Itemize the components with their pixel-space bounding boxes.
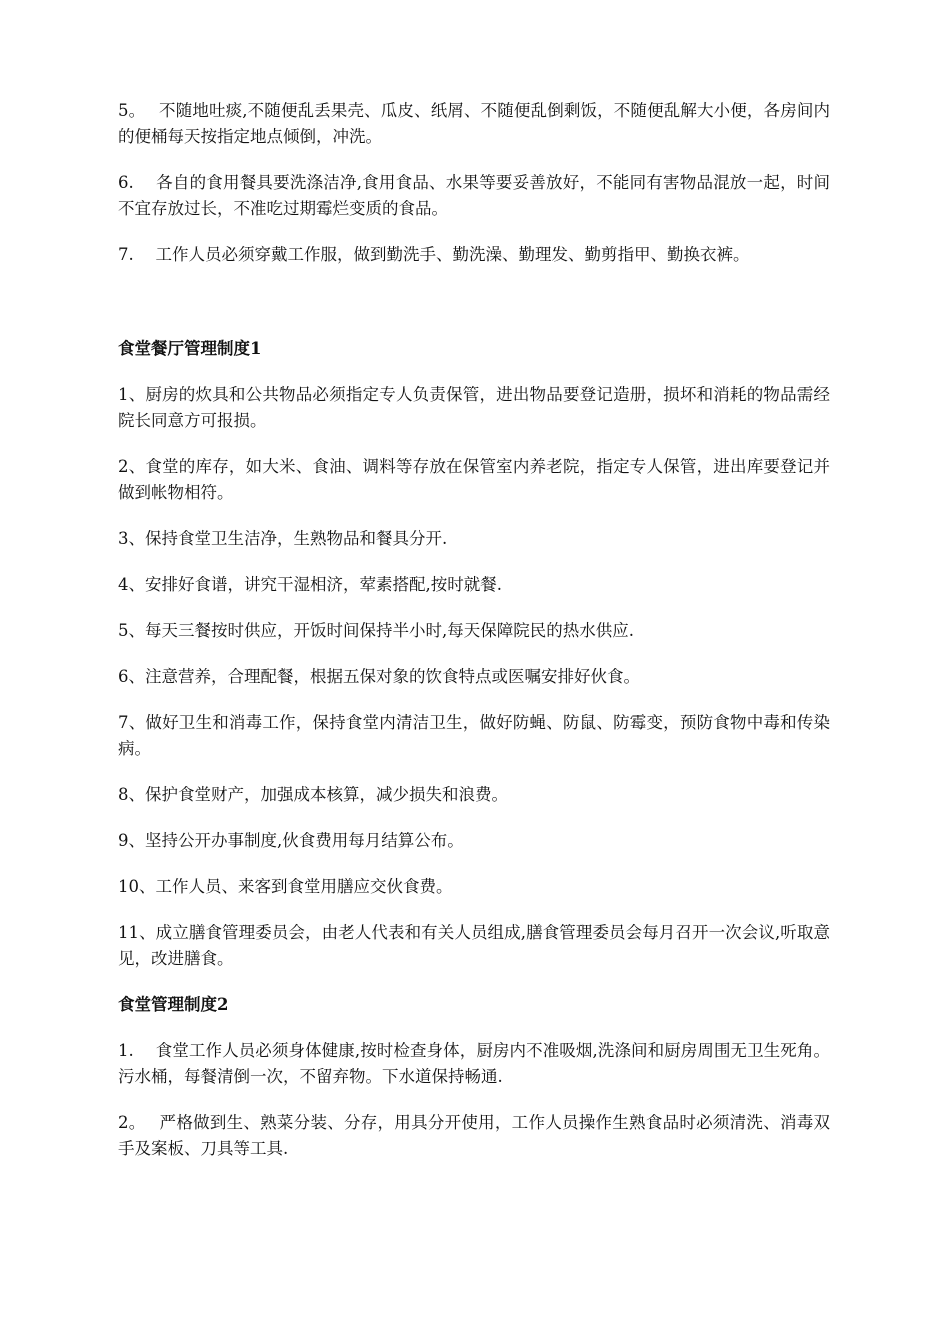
section2-item-1: 1. 食堂工作人员必须身体健康,按时检查身体，厨房内不准吸烟,洗涤间和厨房周围无卫生死角。污水桶，每餐清倒一次，不留弃物。下水道保持畅通.	[118, 1041, 830, 1086]
section1-item-8: 8、保护食堂财产，加强成本核算，减少损失和浪费。	[118, 785, 508, 804]
section2-item-2: 2。 严格做到生、熟菜分装、分存，用具分开使用，工作人员操作生熟食品时必须清洗、消毒双手及案板、刀具等工具.	[118, 1113, 830, 1158]
intro-item-7: 7. 工作人员必须穿戴工作服，做到勤洗手、勤洗澡、勤理发、勤剪指甲、勤换衣裤。	[118, 245, 750, 264]
section1-item-5: 5、每天三餐按时供应，开饭时间保持半小时,每天保障院民的热水供应.	[118, 621, 634, 640]
document-page	[118, 98, 830, 1162]
section1-item-2: 2、食堂的库存，如大米、食油、调料等存放在保管室内养老院，指定专人保管，进出库要登记并做到帐物相符。	[118, 457, 830, 502]
section1-item-9: 9、坚持公开办事制度,伙食费用每月结算公布。	[118, 831, 464, 850]
section1-title: 食堂餐厅管理制度1	[118, 339, 262, 358]
section1-item-3: 3、保持食堂卫生洁净，生熟物品和餐具分开.	[118, 529, 448, 548]
section1-item-1: 1、厨房的炊具和公共物品必须指定专人负责保管，进出物品要登记造册，损坏和消耗的物品需经院长同意方可报损。	[118, 385, 830, 430]
intro-item-6: 6. 各自的食用餐具要洗涤洁净,食用食品、水果等要妥善放好，不能同有害物品混放一起，时间不宜存放过长，不准吃过期霉烂变质的食品。	[118, 173, 830, 218]
section1-item-6: 6、注意营养，合理配餐，根据五保对象的饮食特点或医嘱安排好伙食。	[118, 667, 640, 686]
section2-title: 食堂管理制度2	[118, 995, 229, 1014]
intro-item-5: 5。 不随地吐痰,不随便乱丢果壳、瓜皮、纸屑、不随便乱倒剩饭，不随便乱解大小便，各房间内的便桶每天按指定地点倾倒，冲洗。	[118, 101, 830, 146]
section1-item-7: 7、做好卫生和消毒工作，保持食堂内清洁卫生，做好防蝇、防鼠、防霉变，预防食物中毒和传染病。	[118, 713, 830, 758]
section1-item-11: 11、成立膳食管理委员会，由老人代表和有关人员组成,膳食管理委员会每月召开一次会议,听取意见，改进膳食。	[118, 923, 830, 968]
section1-item-4: 4、安排好食谱，讲究干湿相济，荤素搭配,按时就餐.	[118, 575, 502, 594]
section1-item-10: 10、工作人员、来客到食堂用膳应交伙食费。	[118, 877, 453, 896]
